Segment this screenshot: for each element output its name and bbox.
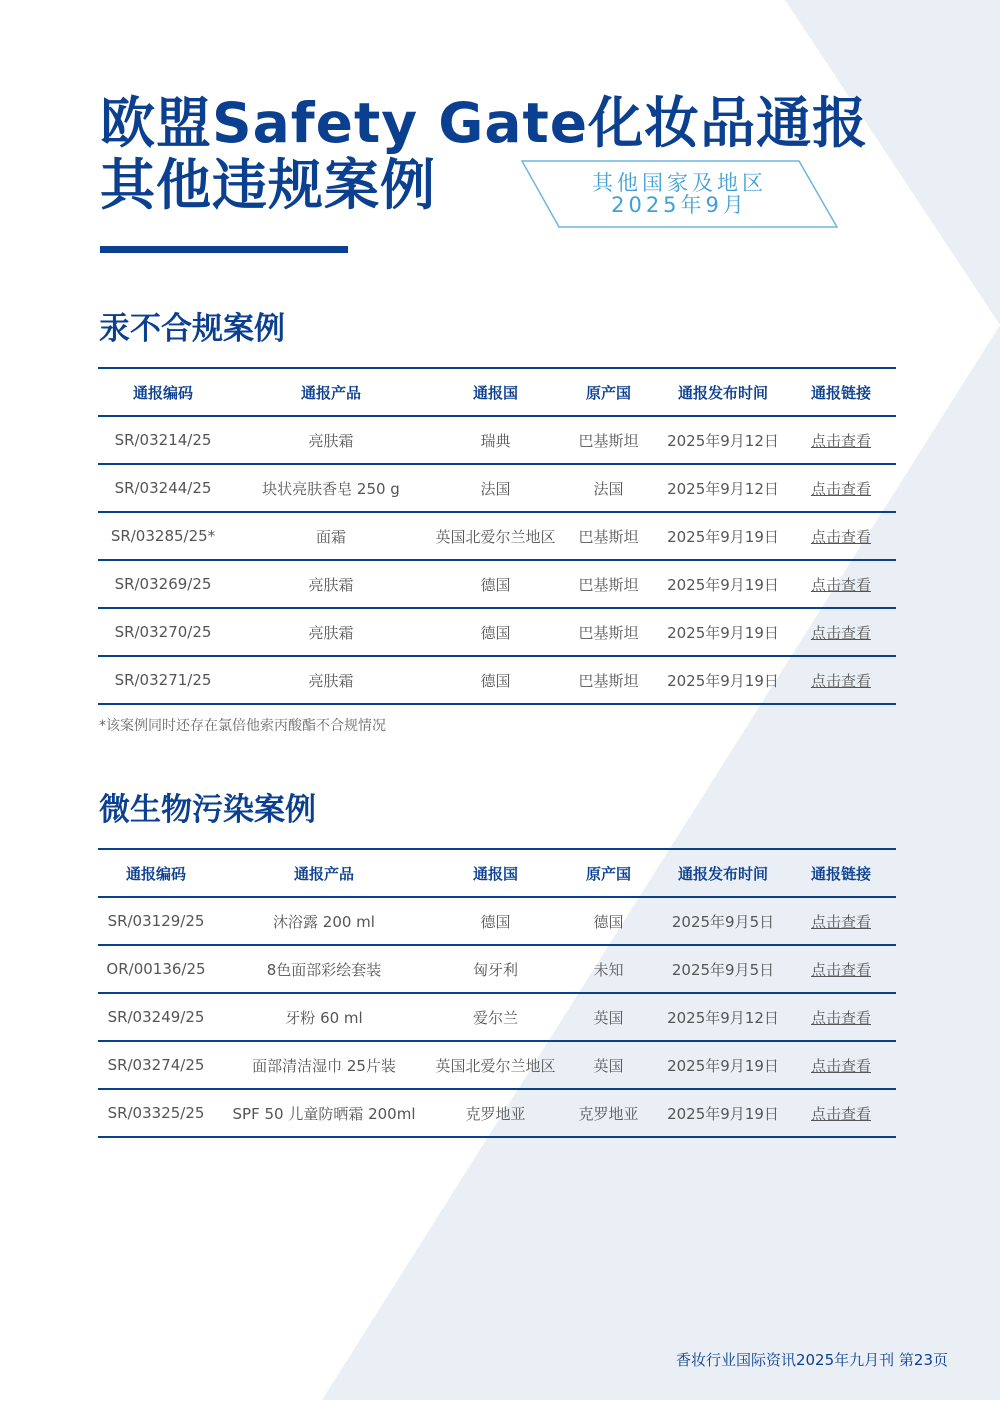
product-name: 亮肤霜 bbox=[228, 656, 434, 704]
notifying-country: 德国 bbox=[434, 608, 557, 656]
product-name: 面部清洁湿巾 25片装 bbox=[214, 1041, 434, 1089]
case-code: SR/03214/25 bbox=[98, 416, 228, 464]
notifying-country: 德国 bbox=[434, 560, 557, 608]
column-header: 通报链接 bbox=[786, 849, 896, 897]
title-underline bbox=[100, 246, 348, 253]
column-header: 通报发布时间 bbox=[660, 368, 786, 416]
publish-date: 2025年9月19日 bbox=[660, 512, 786, 560]
case-code: SR/03249/25 bbox=[98, 993, 214, 1041]
publish-date: 2025年9月19日 bbox=[660, 560, 786, 608]
view-link[interactable]: 点击查看 bbox=[786, 416, 896, 464]
case-code: SR/03285/25* bbox=[98, 512, 228, 560]
product-name: 亮肤霜 bbox=[228, 608, 434, 656]
table-row bbox=[98, 1041, 896, 1089]
table-row bbox=[98, 993, 896, 1041]
origin-country: 巴基斯坦 bbox=[557, 416, 660, 464]
footnote: *该案例同时还存在氯倍他索丙酸酯不合规情况 bbox=[99, 718, 386, 734]
column-header: 通报链接 bbox=[786, 368, 896, 416]
column-header: 通报国 bbox=[434, 849, 557, 897]
product-name: 面霜 bbox=[228, 512, 434, 560]
section-title-mercury: 汞不合规案例 bbox=[99, 311, 285, 347]
product-name: 8色面部彩绘套装 bbox=[214, 945, 434, 993]
view-link[interactable]: 点击查看 bbox=[786, 512, 896, 560]
origin-country: 英国 bbox=[557, 993, 660, 1041]
case-code: SR/03269/25 bbox=[98, 560, 228, 608]
view-link[interactable]: 点击查看 bbox=[786, 897, 896, 945]
microbial-cases-table bbox=[98, 848, 896, 1138]
case-code: SR/03244/25 bbox=[98, 464, 228, 512]
product-name: 块状亮肤香皂 250 g bbox=[228, 464, 434, 512]
badge-date: 2025年9月 bbox=[611, 193, 748, 217]
notifying-country: 法国 bbox=[434, 464, 557, 512]
origin-country: 法国 bbox=[557, 464, 660, 512]
origin-country: 巴基斯坦 bbox=[557, 512, 660, 560]
table-row bbox=[98, 945, 896, 993]
notifying-country: 匈牙利 bbox=[434, 945, 557, 993]
view-link[interactable]: 点击查看 bbox=[786, 560, 896, 608]
notifying-country: 爱尔兰 bbox=[434, 993, 557, 1041]
notifying-country: 瑞典 bbox=[434, 416, 557, 464]
publish-date: 2025年9月12日 bbox=[660, 416, 786, 464]
publish-date: 2025年9月5日 bbox=[660, 945, 786, 993]
publish-date: 2025年9月12日 bbox=[660, 464, 786, 512]
view-link[interactable]: 点击查看 bbox=[786, 1041, 896, 1089]
column-header: 通报编码 bbox=[98, 849, 214, 897]
section-title-microbial: 微生物污染案例 bbox=[99, 792, 316, 828]
notifying-country: 英国北爱尔兰地区 bbox=[434, 512, 557, 560]
table-row bbox=[98, 416, 896, 464]
publish-date: 2025年9月19日 bbox=[660, 1089, 786, 1137]
badge-region: 其他国家及地区 bbox=[592, 171, 767, 195]
column-header: 通报发布时间 bbox=[660, 849, 786, 897]
table-row bbox=[98, 656, 896, 704]
table-row bbox=[98, 512, 896, 560]
notifying-country: 克罗地亚 bbox=[434, 1089, 557, 1137]
table-header-row bbox=[98, 368, 896, 416]
origin-country: 德国 bbox=[557, 897, 660, 945]
table-row bbox=[98, 464, 896, 512]
view-link[interactable]: 点击查看 bbox=[786, 945, 896, 993]
table-row bbox=[98, 560, 896, 608]
column-header: 原产国 bbox=[557, 849, 660, 897]
case-code: SR/03129/25 bbox=[98, 897, 214, 945]
origin-country: 英国 bbox=[557, 1041, 660, 1089]
case-code: OR/00136/25 bbox=[98, 945, 214, 993]
date-region-badge bbox=[521, 160, 838, 228]
view-link[interactable]: 点击查看 bbox=[786, 464, 896, 512]
publish-date: 2025年9月5日 bbox=[660, 897, 786, 945]
table-header-row bbox=[98, 849, 896, 897]
case-code: SR/03271/25 bbox=[98, 656, 228, 704]
column-header: 通报产品 bbox=[214, 849, 434, 897]
origin-country: 未知 bbox=[557, 945, 660, 993]
origin-country: 巴基斯坦 bbox=[557, 560, 660, 608]
table-row bbox=[98, 608, 896, 656]
page-footer: 香妆行业国际资讯2025年九月刊 第23页 bbox=[675, 1351, 948, 1369]
notifying-country: 英国北爱尔兰地区 bbox=[434, 1041, 557, 1089]
title-line-2: 其他违规案例 bbox=[100, 153, 437, 217]
product-name: 牙粉 60 ml bbox=[214, 993, 434, 1041]
origin-country: 克罗地亚 bbox=[557, 1089, 660, 1137]
notifying-country: 德国 bbox=[434, 897, 557, 945]
publish-date: 2025年9月19日 bbox=[660, 656, 786, 704]
mercury-cases-table bbox=[98, 367, 896, 705]
column-header: 通报编码 bbox=[98, 368, 228, 416]
view-link[interactable]: 点击查看 bbox=[786, 993, 896, 1041]
publish-date: 2025年9月12日 bbox=[660, 993, 786, 1041]
product-name: 亮肤霜 bbox=[228, 416, 434, 464]
table-row bbox=[98, 897, 896, 945]
case-code: SR/03274/25 bbox=[98, 1041, 214, 1089]
publish-date: 2025年9月19日 bbox=[660, 1041, 786, 1089]
column-header: 通报国 bbox=[434, 368, 557, 416]
title-line-1: 欧盟Safety Gate化妆品通报 bbox=[100, 91, 869, 155]
view-link[interactable]: 点击查看 bbox=[786, 656, 896, 704]
case-code: SR/03270/25 bbox=[98, 608, 228, 656]
notifying-country: 德国 bbox=[434, 656, 557, 704]
publish-date: 2025年9月19日 bbox=[660, 608, 786, 656]
origin-country: 巴基斯坦 bbox=[557, 656, 660, 704]
product-name: SPF 50 儿童防晒霜 200ml bbox=[214, 1089, 434, 1137]
view-link[interactable]: 点击查看 bbox=[786, 608, 896, 656]
column-header: 原产国 bbox=[557, 368, 660, 416]
view-link[interactable]: 点击查看 bbox=[786, 1089, 896, 1137]
column-header: 通报产品 bbox=[228, 368, 434, 416]
product-name: 亮肤霜 bbox=[228, 560, 434, 608]
table-row bbox=[98, 1089, 896, 1137]
origin-country: 巴基斯坦 bbox=[557, 608, 660, 656]
case-code: SR/03325/25 bbox=[98, 1089, 214, 1137]
product-name: 沐浴露 200 ml bbox=[214, 897, 434, 945]
